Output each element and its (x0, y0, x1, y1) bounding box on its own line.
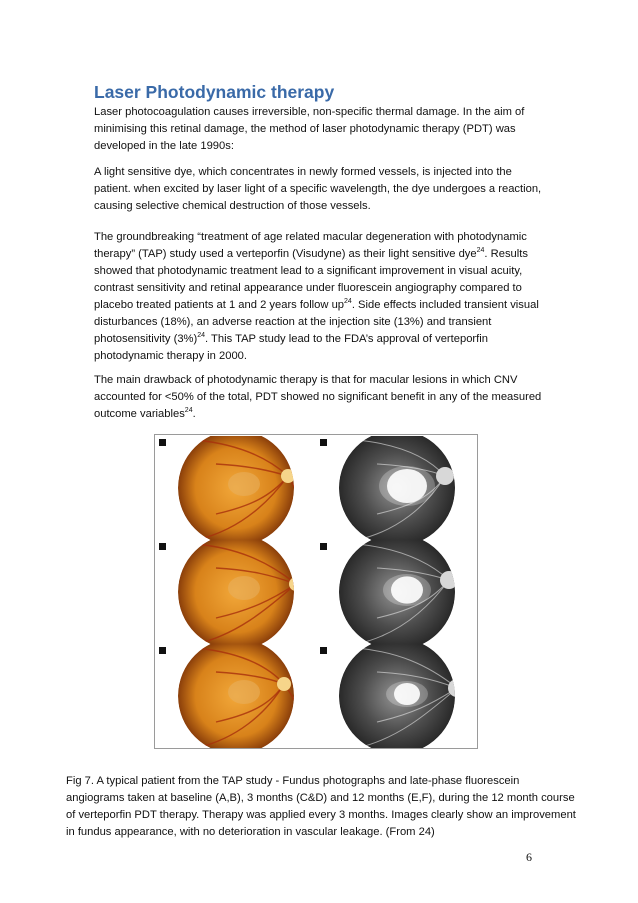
drawback-text-2: . (192, 408, 196, 420)
panel-label-marker (320, 647, 327, 654)
reference-superscript: 24 (197, 332, 206, 339)
retina-panel-c (156, 540, 316, 644)
figure-caption: Fig 7. A typical patient from the TAP study - Fundus photographs and late-phase fluorescein angiograms taken at baseline (A,B), 3 months (C&D) and 12 months (E,F), during the 12 month course of verteporfin PDT therapy. Therapy was applied every 3 months. Images clearly show an improvement in fundus appearance, with no deterioration in vascular leakage. (From 24) (66, 775, 576, 838)
tap-text-4: . This TAP study lead to the FDA’s approval of verteporfin photodynamic therapy in 2000. (94, 333, 488, 362)
panel-label-marker (159, 439, 166, 446)
retina-panel-f (317, 644, 477, 748)
paragraph-mechanism: A light sensitive dye, which concentrates in newly formed vessels, is injected into the patient. when excited by laser light of a specific wavelength, the dye undergoes a reaction, causing selective chemical destruction of those vessels. (94, 166, 542, 212)
tap-text-1: The groundbreaking “treatment of age related macular degeneration with photodynamic therapy” (TAP) study used a verteporfin (Visudyne) as their light sensitive dye (94, 231, 527, 260)
paragraph-intro: Laser photocoagulation causes irreversible, non-specific thermal damage. In the aim of minimising this retinal damage, the method of laser photodynamic therapy (PDT) was developed in the late 1990s: (94, 106, 525, 152)
reference-superscript: 24 (184, 407, 193, 414)
retina-panel-e (156, 644, 316, 748)
retina-panel-b (317, 436, 477, 540)
panel-label-marker (320, 543, 327, 550)
reference-superscript: 24 (344, 298, 352, 305)
tap-text-2: . Results showed that photodynamic treatment lead to a significant improvement in visual acuity, contrast sensitivity and retinal appearance under fluorescein angiography compared to placebo treated patients at 1 and 2 years follow up (94, 248, 528, 311)
retina-panel-a (156, 436, 316, 540)
retina-figure (154, 434, 478, 749)
reference-superscript: 24 (476, 247, 485, 254)
retina-panel-d (317, 540, 477, 644)
panel-label-marker (159, 543, 166, 550)
tap-text-3: . Side effects included transient visual disturbances (18%), an adverse reaction at the injection site (13%) and transient photosensitivity (3%) (94, 299, 539, 345)
panel-label-marker (159, 647, 166, 654)
section-heading: Laser Photodynamic therapy (94, 82, 335, 102)
paragraph-tap-study (94, 229, 549, 365)
paragraph-drawback (94, 372, 549, 423)
panel-label-marker (320, 439, 327, 446)
page-number: 6 (526, 850, 532, 864)
drawback-text-1: The main drawback of photodynamic therapy is that for macular lesions in which CNV accounted for <50% of the total, PDT showed no significant benefit in any of the measured outcome variables (94, 374, 542, 420)
